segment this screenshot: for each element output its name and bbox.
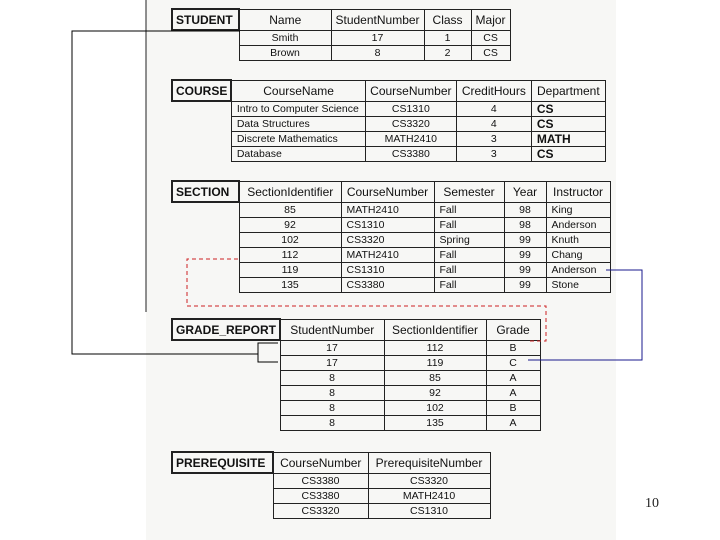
- student-row: [172, 30, 510, 45]
- course-cell: 3: [456, 131, 531, 146]
- student-cell: 8: [331, 45, 424, 60]
- grade-report-col-header: SectionIdentifier: [384, 319, 486, 340]
- section-col-header: Semester: [434, 181, 504, 202]
- grade-report-cell: 8: [280, 385, 384, 400]
- course-cell: 3: [456, 146, 531, 161]
- grade-report-cell: 17: [280, 355, 384, 370]
- section-cell: 98: [504, 202, 546, 217]
- grade-report-cell: C: [486, 355, 540, 370]
- section-cell: Knuth: [546, 232, 610, 247]
- section-cell: Fall: [434, 202, 504, 217]
- course-cell: CS1310: [365, 101, 456, 116]
- course-col-header: CreditHours: [456, 80, 531, 101]
- section-cell: MATH2410: [341, 202, 434, 217]
- course-cell: Intro to Computer Science: [231, 101, 365, 116]
- course-cell: Discrete Mathematics: [231, 131, 365, 146]
- prerequisite-table-name: PREREQUISITE: [172, 452, 273, 473]
- course-cell: CS3380: [365, 146, 456, 161]
- course-row: [172, 131, 605, 146]
- section-row: [172, 232, 610, 247]
- section-row: [172, 217, 610, 232]
- student-col-header: Class: [424, 9, 471, 30]
- student-table-name: STUDENT: [172, 9, 239, 30]
- section-col-header: Instructor: [546, 181, 610, 202]
- grade-report-cell: 8: [280, 370, 384, 385]
- student-col-header: StudentNumber: [331, 9, 424, 30]
- section-row: [172, 202, 610, 217]
- section-cell: Fall: [434, 277, 504, 292]
- section-cell: 119: [239, 262, 341, 277]
- course-cell: Data Structures: [231, 116, 365, 131]
- section-cell: 112: [239, 247, 341, 262]
- prerequisite-cell: CS3320: [273, 503, 368, 518]
- student-row: [172, 45, 510, 60]
- section-row: [172, 277, 610, 292]
- grade-report-row: [172, 355, 540, 370]
- grade-report-cell: A: [486, 415, 540, 430]
- student-cell: Smith: [239, 30, 331, 45]
- section-cell: 99: [504, 232, 546, 247]
- course-table-name: COURSE: [172, 80, 231, 101]
- section-row: [172, 247, 610, 262]
- grade-report-cell: 17: [280, 340, 384, 355]
- grade-report-col-header: StudentNumber: [280, 319, 384, 340]
- student-cell: CS: [471, 30, 510, 45]
- course-table: [171, 79, 606, 162]
- grade-report-cell: 119: [384, 355, 486, 370]
- course-cell: CS: [531, 146, 605, 161]
- section-cell: Stone: [546, 277, 610, 292]
- prerequisite-cell: CS3320: [368, 473, 490, 488]
- section-cell: MATH2410: [341, 247, 434, 262]
- grade-report-row: [172, 340, 540, 355]
- grade-report-cell: B: [486, 340, 540, 355]
- grade-report-table: [171, 318, 541, 431]
- section-cell: King: [546, 202, 610, 217]
- section-cell: Fall: [434, 247, 504, 262]
- grade-report-cell: A: [486, 370, 540, 385]
- section-cell: CS3380: [341, 277, 434, 292]
- grade-report-cell: 8: [280, 400, 384, 415]
- course-cell: 4: [456, 101, 531, 116]
- section-cell: CS1310: [341, 262, 434, 277]
- section-col-header: Year: [504, 181, 546, 202]
- section-table: [171, 180, 611, 293]
- grade-report-cell: 102: [384, 400, 486, 415]
- section-cell: CS3320: [341, 232, 434, 247]
- course-cell: CS3320: [365, 116, 456, 131]
- section-cell: 99: [504, 262, 546, 277]
- student-cell: 1: [424, 30, 471, 45]
- student-cell: CS: [471, 45, 510, 60]
- prerequisite-table: [171, 451, 491, 519]
- course-row: [172, 101, 605, 116]
- grade-report-table-name: GRADE_REPORT: [172, 319, 280, 340]
- grade-report-cell: 85: [384, 370, 486, 385]
- course-row: [172, 146, 605, 161]
- course-row: [172, 116, 605, 131]
- student-cell: Brown: [239, 45, 331, 60]
- prerequisite-cell: CS3380: [273, 488, 368, 503]
- student-cell: 2: [424, 45, 471, 60]
- section-row: [172, 262, 610, 277]
- section-cell: Spring: [434, 232, 504, 247]
- section-col-header: SectionIdentifier: [239, 181, 341, 202]
- prerequisite-cell: CS3380: [273, 473, 368, 488]
- grade-report-cell: 92: [384, 385, 486, 400]
- course-cell: CS: [531, 101, 605, 116]
- section-cell: 92: [239, 217, 341, 232]
- section-cell: Anderson: [546, 217, 610, 232]
- student-col-header: Name: [239, 9, 331, 30]
- section-cell: Chang: [546, 247, 610, 262]
- grade-report-row: [172, 400, 540, 415]
- grade-report-row: [172, 385, 540, 400]
- section-cell: 99: [504, 247, 546, 262]
- student-col-header: Major: [471, 9, 510, 30]
- section-cell: Anderson: [546, 262, 610, 277]
- course-col-header: CourseName: [231, 80, 365, 101]
- section-cell: CS1310: [341, 217, 434, 232]
- section-cell: Fall: [434, 217, 504, 232]
- grade-report-cell: B: [486, 400, 540, 415]
- section-cell: Fall: [434, 262, 504, 277]
- course-cell: MATH2410: [365, 131, 456, 146]
- section-cell: 85: [239, 202, 341, 217]
- grade-report-row: [172, 415, 540, 430]
- prerequisite-cell: CS1310: [368, 503, 490, 518]
- course-cell: CS: [531, 116, 605, 131]
- section-table-name: SECTION: [172, 181, 239, 202]
- section-col-header: CourseNumber: [341, 181, 434, 202]
- prerequisite-col-header: PrerequisiteNumber: [368, 452, 490, 473]
- section-cell: 99: [504, 277, 546, 292]
- grade-report-col-header: Grade: [486, 319, 540, 340]
- section-cell: 98: [504, 217, 546, 232]
- slide-number: 10: [645, 496, 659, 511]
- course-cell: MATH: [531, 131, 605, 146]
- student-table: [171, 8, 511, 61]
- grade-report-cell: 112: [384, 340, 486, 355]
- student-cell: 17: [331, 30, 424, 45]
- grade-report-cell: 8: [280, 415, 384, 430]
- prerequisite-col-header: CourseNumber: [273, 452, 368, 473]
- prerequisite-cell: MATH2410: [368, 488, 490, 503]
- course-cell: Database: [231, 146, 365, 161]
- grade-report-cell: 135: [384, 415, 486, 430]
- course-col-header: CourseNumber: [365, 80, 456, 101]
- prerequisite-row: [172, 488, 490, 503]
- section-cell: 102: [239, 232, 341, 247]
- prerequisite-row: [172, 503, 490, 518]
- prerequisite-row: [172, 473, 490, 488]
- course-cell: 4: [456, 116, 531, 131]
- grade-report-cell: A: [486, 385, 540, 400]
- course-col-header: Department: [531, 80, 605, 101]
- grade-report-row: [172, 370, 540, 385]
- section-cell: 135: [239, 277, 341, 292]
